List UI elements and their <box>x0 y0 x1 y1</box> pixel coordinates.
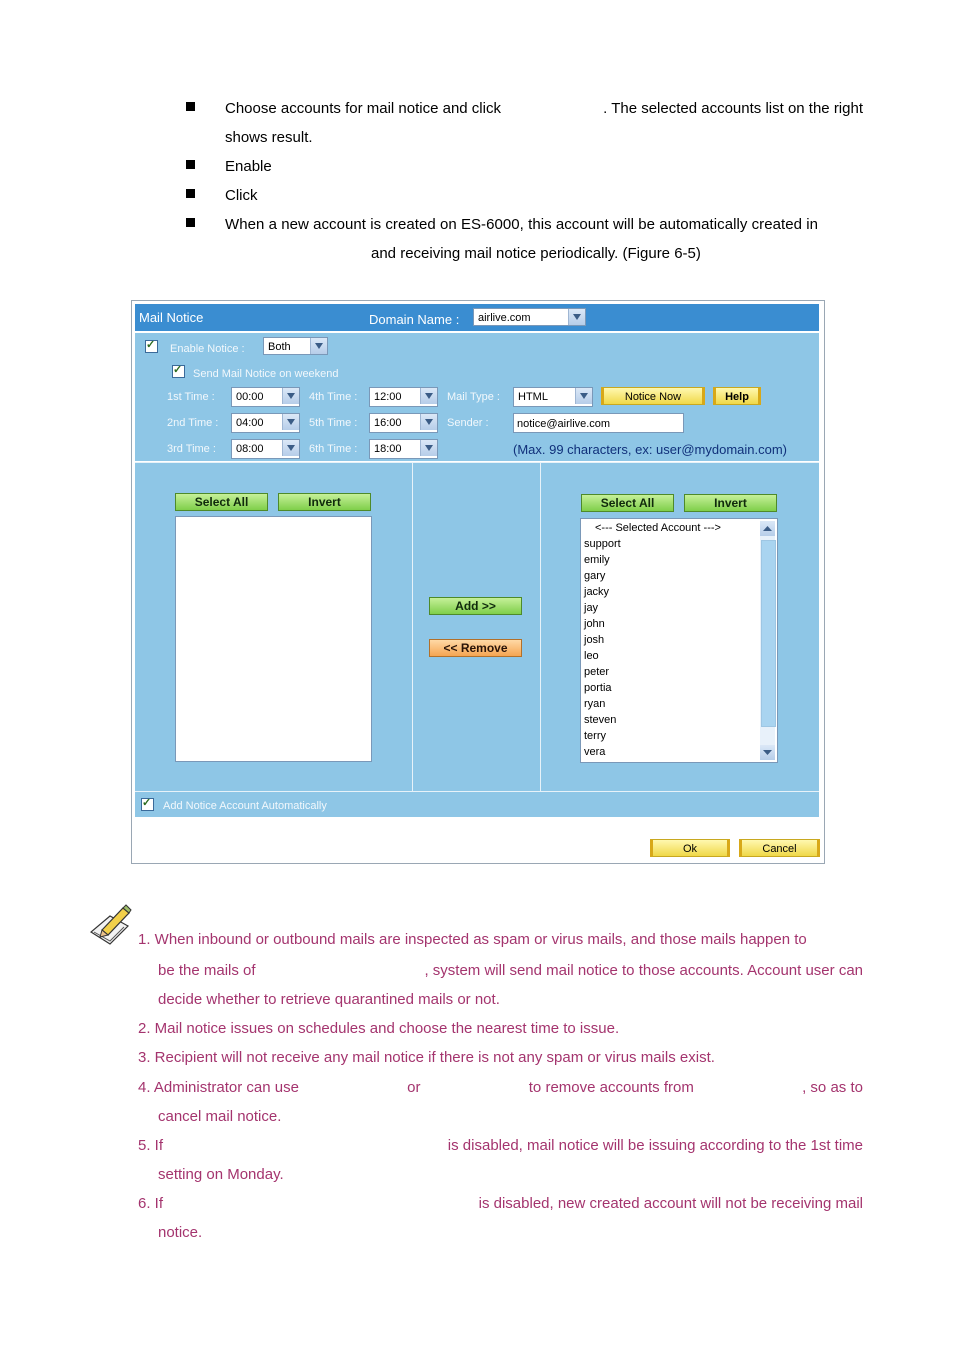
time-label: 1st Time : <box>167 391 215 403</box>
chevron-down-icon <box>420 388 437 404</box>
auto-section <box>135 792 819 817</box>
account-list-item[interactable]: support <box>584 538 621 550</box>
weekend-label: Send Mail Notice on weekend <box>193 368 339 380</box>
note-text: 1. When inbound or outbound mails are inspected as spam or virus mails, and those mails happen to <box>138 931 807 948</box>
note-text: 3. Recipient will not receive any mail notice if there is not any spam or virus mails exist. <box>138 1049 715 1066</box>
bullet-text: . The selected accounts list on the right <box>603 100 863 117</box>
note-text: is disabled, new created account will not be receiving mail <box>478 1195 863 1212</box>
instruction-list <box>186 94 863 268</box>
chevron-down-icon <box>282 440 299 456</box>
note-text: , system will send mail notice to those accounts. Account user can <box>424 962 863 979</box>
time-label: 6th Time : <box>309 443 358 455</box>
domain-label: Domain Name : <box>369 312 460 327</box>
help-button[interactable]: Help <box>713 387 761 405</box>
account-list-item[interactable]: leo <box>584 650 599 662</box>
mail-notice-panel <box>131 300 825 864</box>
bullet-text: and receiving mail notice periodically. (Figure 6-5) <box>371 245 701 262</box>
note-pencil-icon <box>88 904 132 946</box>
scroll-thumb[interactable] <box>761 540 776 727</box>
chevron-down-icon <box>282 414 299 430</box>
bullet-text: shows result. <box>225 129 313 146</box>
chevron-down-icon <box>282 388 299 404</box>
time-select[interactable] <box>231 413 300 433</box>
time-select[interactable] <box>369 413 438 433</box>
chevron-down-icon <box>420 414 437 430</box>
time-value: 08:00 <box>236 443 264 455</box>
note-line <box>138 1192 863 1221</box>
enable-notice-select[interactable] <box>263 337 328 355</box>
right-select-all-button[interactable]: Select All <box>581 494 674 512</box>
sender-hint: (Max. 99 characters, ex: user@mydomain.com) <box>513 442 788 457</box>
time-value: 18:00 <box>374 443 402 455</box>
account-list-item[interactable]: jay <box>584 602 599 614</box>
auto-add-checkbox[interactable] <box>141 798 154 811</box>
account-list-item[interactable]: gary <box>584 570 606 582</box>
account-list-item[interactable]: ryan <box>584 698 606 710</box>
time-value: 00:00 <box>236 391 264 403</box>
weekend-checkbox[interactable] <box>172 365 185 378</box>
note-text: be the mails of <box>158 962 256 979</box>
note-text: notice. <box>158 1224 203 1241</box>
bullet-square-icon <box>186 160 195 169</box>
sender-input[interactable]: notice@airlive.com <box>513 413 684 433</box>
enable-notice-checkbox[interactable] <box>145 340 158 353</box>
chevron-down-icon <box>575 388 592 404</box>
bullet-text: Click <box>225 187 258 204</box>
enable-notice-value: Both <box>268 341 291 353</box>
divider <box>412 463 413 791</box>
selected-header: <--- Selected Account ---> <box>595 522 721 534</box>
time-value: 12:00 <box>374 391 402 403</box>
chevron-down-icon <box>420 440 437 456</box>
panel-header <box>135 304 819 331</box>
note-text: 5. If <box>138 1137 164 1154</box>
account-list-item[interactable]: emily <box>584 554 610 566</box>
time-label: 5th Time : <box>309 417 358 429</box>
list-item <box>186 152 863 181</box>
notes-list <box>138 928 863 1250</box>
mail-type-select[interactable] <box>513 387 593 407</box>
account-list-item[interactable]: john <box>584 618 605 630</box>
right-invert-button[interactable]: Invert <box>684 494 777 512</box>
chevron-down-icon <box>760 745 775 760</box>
bullet-text: Enable <box>225 158 272 175</box>
time-select[interactable] <box>231 439 300 459</box>
list-item <box>186 94 863 152</box>
time-select[interactable] <box>369 439 438 459</box>
list-scrollbar[interactable] <box>760 521 775 760</box>
left-select-all-button[interactable]: Select All <box>175 493 268 511</box>
account-list-item[interactable]: peter <box>584 666 610 678</box>
remove-button[interactable]: << Remove <box>429 639 522 657</box>
time-select[interactable] <box>231 387 300 407</box>
time-value: 04:00 <box>236 417 264 429</box>
left-invert-button[interactable]: Invert <box>278 493 371 511</box>
note-text: is disabled, mail notice will be issuing according to the 1st time <box>447 1137 863 1154</box>
list-item <box>186 181 863 210</box>
domain-value: airlive.com <box>478 312 531 324</box>
note-text: , so as to <box>802 1079 863 1096</box>
bullet-square-icon <box>186 102 195 111</box>
note-line <box>138 1076 863 1105</box>
list-item <box>186 210 863 268</box>
enable-notice-label: Enable Notice : <box>170 343 245 355</box>
bullet-text: When a new account is created on ES-6000, this account will be automatically created in <box>225 216 819 233</box>
time-label: 2nd Time : <box>167 417 219 429</box>
auto-add-label: Add Notice Account Automatically <box>163 800 327 812</box>
chevron-down-icon <box>568 309 585 325</box>
notice-now-button[interactable]: Notice Now <box>601 387 705 405</box>
note-text: or <box>407 1079 421 1096</box>
note-text: cancel mail notice. <box>158 1108 282 1125</box>
time-value: 16:00 <box>374 417 402 429</box>
note-text: 2. Mail notice issues on schedules and choose the nearest time to issue. <box>138 1020 620 1037</box>
scroll-up-button[interactable] <box>760 521 775 536</box>
time-select[interactable] <box>369 387 438 407</box>
bullet-text: Choose accounts for mail notice and click <box>225 100 501 117</box>
domain-select[interactable] <box>473 308 586 326</box>
time-label: 4th Time : <box>309 391 358 403</box>
account-list-item[interactable]: steven <box>584 714 617 726</box>
note-line <box>138 959 863 988</box>
chevron-down-icon <box>310 338 327 354</box>
mail-type-value: HTML <box>518 391 548 403</box>
account-list-item[interactable]: terry <box>584 730 606 742</box>
ok-button[interactable]: Ok <box>650 839 730 857</box>
chevron-up-icon <box>760 521 775 536</box>
note-text: to remove accounts from <box>528 1079 694 1096</box>
settings-section <box>135 333 819 461</box>
account-list-item[interactable]: jacky <box>584 586 610 598</box>
account-list-item[interactable]: portia <box>584 682 612 694</box>
accounts-list <box>581 536 777 760</box>
sender-label: Sender : <box>447 417 489 429</box>
available-accounts-list[interactable] <box>175 516 372 762</box>
note-line <box>138 1134 863 1163</box>
selected-accounts-list[interactable] <box>580 518 778 763</box>
account-list-item[interactable]: josh <box>584 634 605 646</box>
mail-type-label: Mail Type : <box>447 391 500 403</box>
add-button[interactable]: Add >> <box>429 597 522 615</box>
accounts-section <box>135 463 819 791</box>
divider <box>540 463 541 791</box>
note-text: setting on Monday. <box>158 1166 284 1183</box>
cancel-button[interactable]: Cancel <box>739 839 820 857</box>
account-list-item[interactable]: vera <box>584 746 606 758</box>
scroll-down-button[interactable] <box>760 745 775 760</box>
note-text: 4. Administrator can use <box>138 1079 299 1096</box>
bullet-square-icon <box>186 189 195 198</box>
note-text: 6. If <box>138 1195 164 1212</box>
time-label: 3rd Time : <box>167 443 216 455</box>
note-text: decide whether to retrieve quarantined mails or not. <box>158 991 500 1008</box>
panel-title: Mail Notice <box>139 310 204 325</box>
bullet-square-icon <box>186 218 195 227</box>
